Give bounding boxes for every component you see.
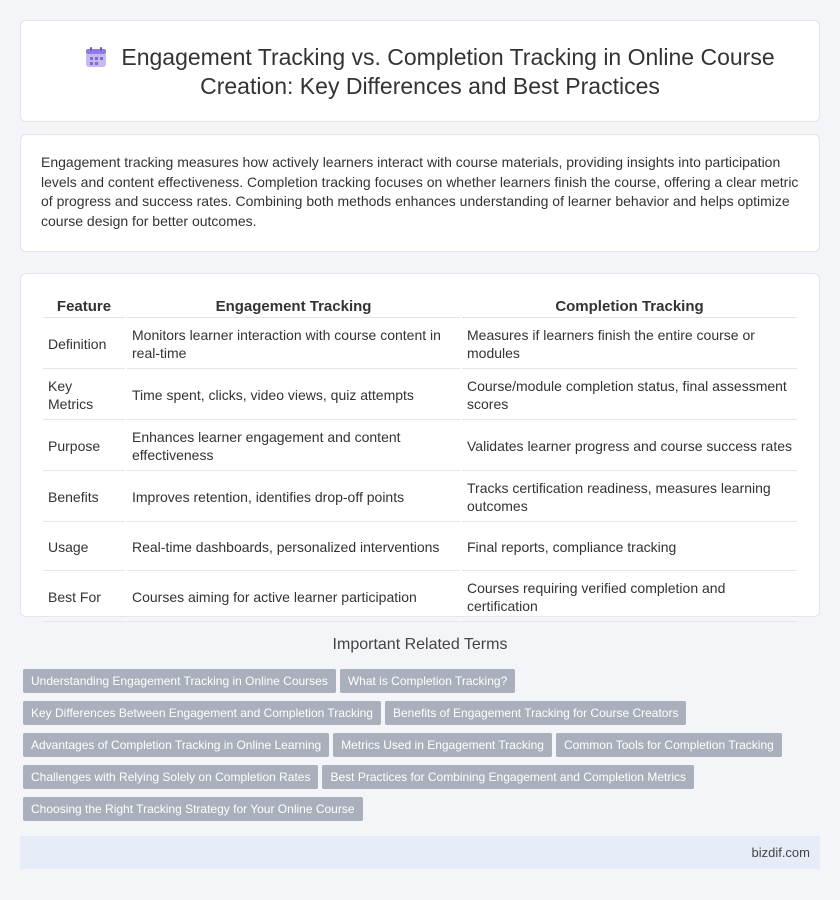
row-completion: Validates learner progress and course success rates: [462, 422, 797, 471]
related-term-link[interactable]: Understanding Engagement Tracking in Online Courses: [23, 669, 336, 693]
row-feature: Benefits: [43, 473, 125, 522]
header-feature: Feature: [43, 296, 125, 318]
table-row: [43, 422, 797, 471]
row-engagement: Time spent, clicks, video views, quiz attempts: [127, 371, 460, 420]
footer-site-link[interactable]: bizdif.com: [751, 845, 810, 860]
related-term-link[interactable]: What is Completion Tracking?: [340, 669, 515, 693]
row-engagement: Real-time dashboards, personalized interventions: [127, 524, 460, 571]
related-terms-list: [23, 669, 813, 829]
row-feature: Purpose: [43, 422, 125, 471]
related-term-link[interactable]: Choosing the Right Tracking Strategy for Your Online Course: [23, 797, 363, 821]
row-feature: Definition: [43, 320, 125, 369]
related-terms-heading: Important Related Terms: [332, 636, 508, 653]
row-completion: Measures if learners finish the entire course or modules: [462, 320, 797, 369]
row-completion: Tracks certification readiness, measures learning outcomes: [462, 473, 797, 522]
intro-paragraph: Engagement tracking measures how actively learners interact with course materials, providing insights into participation levels and content effectiveness. Completion tracking focuses on whether learners finish the course, offering a clear metric of progress and success rates. Combining both methods enhances understanding of learner behavior and helps optimize course design for better outcomes.: [41, 154, 799, 229]
related-term-link[interactable]: Key Differences Between Engagement and Completion Tracking: [23, 701, 381, 725]
related-term-link[interactable]: Best Practices for Combining Engagement and Completion Metrics: [322, 765, 694, 789]
row-engagement: Enhances learner engagement and content effectiveness: [127, 422, 460, 471]
intro-card: [20, 134, 820, 252]
row-completion: Final reports, compliance tracking: [462, 524, 797, 571]
comparison-card: [20, 273, 820, 617]
table-row: [43, 573, 797, 622]
row-completion: Courses requiring verified completion and certification: [462, 573, 797, 622]
row-feature: Key Metrics: [43, 371, 125, 420]
related-term-link[interactable]: Advantages of Completion Tracking in Online Learning: [23, 733, 329, 757]
table-row: [43, 371, 797, 420]
title-card: [20, 20, 820, 122]
title-wrap: [61, 43, 799, 101]
row-completion: Course/module completion status, final assessment scores: [462, 371, 797, 420]
comparison-table: [41, 294, 799, 624]
related-term-link[interactable]: Common Tools for Completion Tracking: [556, 733, 782, 757]
table-row: [43, 473, 797, 522]
row-feature: Best For: [43, 573, 125, 622]
footer: [20, 836, 820, 869]
table-row: [43, 320, 797, 369]
calendar-icon: [85, 46, 107, 68]
related-term-link[interactable]: Metrics Used in Engagement Tracking: [333, 733, 552, 757]
related-term-link[interactable]: Benefits of Engagement Tracking for Course Creators: [385, 701, 686, 725]
row-feature: Usage: [43, 524, 125, 571]
page-title: Engagement Tracking vs. Completion Tracking in Online Course Creation: Key Differences and Best Practices: [121, 44, 775, 99]
row-engagement: Improves retention, identifies drop-off points: [127, 473, 460, 522]
row-engagement: Monitors learner interaction with course content in real-time: [127, 320, 460, 369]
table-row: [43, 524, 797, 571]
header-engagement: Engagement Tracking: [127, 296, 460, 318]
header-completion: Completion Tracking: [462, 296, 797, 318]
related-term-link[interactable]: Challenges with Relying Solely on Completion Rates: [23, 765, 318, 789]
table-header-row: [43, 296, 797, 318]
row-engagement: Courses aiming for active learner participation: [127, 573, 460, 622]
